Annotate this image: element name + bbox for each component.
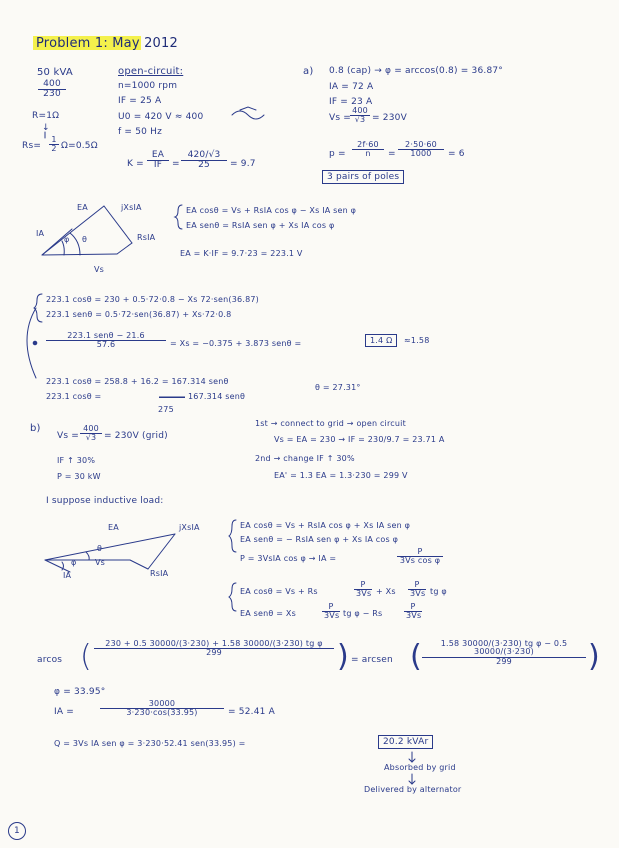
- arcsen-right-close: ): [588, 639, 600, 674]
- ind-eq4-pre: EA cosθ = Vs + Rs: [240, 587, 318, 596]
- arcos-left-den: 299: [206, 648, 222, 658]
- xs-approx: ≈1.58: [404, 336, 430, 345]
- phasor2-jxsia: jXsIA: [179, 523, 200, 532]
- part-b-step1: 1st → connect to grid → open circuit: [255, 419, 406, 428]
- part-b-if: IF ↑ 30%: [57, 456, 96, 465]
- spec-voltage: [38, 80, 66, 100]
- phasor2-ea: EA: [108, 523, 119, 532]
- arcos-eq: = arcsen: [351, 655, 393, 665]
- theta-result: θ = 27.31°: [315, 383, 361, 392]
- system-line3: = Xs = −0.375 + 3.873 senθ =: [170, 339, 302, 348]
- arcsen-left-paren: (: [410, 639, 422, 674]
- p-frac2-den: 1000: [410, 149, 432, 159]
- arcos-label: arcos: [37, 655, 63, 665]
- phasor1-rsia-line: [117, 243, 132, 254]
- ia-num: 30000: [100, 700, 224, 709]
- part-b-vs-den: √3: [85, 433, 97, 443]
- spec-rs-post: Ω=0.5Ω: [61, 141, 98, 151]
- ind-eq5-pre: EA senθ = Xs: [240, 609, 296, 618]
- ind-eq5-frac1: [322, 603, 340, 621]
- ind-eq4-frac1: [354, 581, 372, 599]
- k-frac2-den: 25: [198, 160, 210, 171]
- spec-rs-frac: [49, 136, 59, 154]
- system-frac: [46, 332, 166, 350]
- system-frac-num: 223.1 senθ − 21.6: [46, 332, 166, 341]
- phi-result: φ = 33.95°: [54, 687, 106, 697]
- system-line5-den: 275: [158, 405, 174, 414]
- arcsen-right-den: 299: [496, 656, 512, 666]
- spec-rs-num: 1: [49, 136, 59, 145]
- part-a-vs-pre: Vs =: [329, 113, 352, 123]
- spec-rs-den: 2: [51, 144, 57, 154]
- xs-result-box: 1.4 Ω: [365, 334, 397, 347]
- ind-eq4-post: tg φ: [430, 587, 447, 596]
- p-frac2: [398, 141, 444, 159]
- ind-eq5-frac2-num: P: [404, 603, 422, 612]
- part-b-vs-num: 400: [80, 425, 102, 434]
- ind-eq5-frac2-den: 3Vs: [406, 611, 422, 621]
- system-line5-post: 167.314 senθ: [188, 392, 246, 401]
- part-a-label: a): [303, 66, 314, 77]
- ind-eq3-num: P: [397, 548, 443, 557]
- waveform-sketch-icon: [232, 111, 264, 119]
- ia-result: = 52.41 A: [228, 707, 275, 717]
- k-frac1-den: IF: [153, 160, 163, 171]
- system-line5-pre: 223.1 cosθ =: [46, 392, 102, 401]
- phasor2-jxsia-line: [148, 534, 175, 569]
- part-a-vs-post: = 230V: [372, 113, 407, 123]
- system-line2: 223.1 senθ = 0.5·72·sen(36.87) + Xs·72·0.8: [46, 310, 232, 319]
- delivered-by-alternator: Delivered by alternator: [364, 785, 462, 794]
- system-line4: 223.1 cosθ = 258.8 + 16.2 = 167.314 senθ: [46, 377, 229, 386]
- phasor2-vs: Vs: [95, 558, 106, 567]
- q-equation: Q = 3Vs IA sen φ = 3·230·52.41 sen(33.95) =: [54, 739, 246, 748]
- spec-voltage-den: 230: [43, 89, 61, 100]
- phasor1-jxsia: jXsIA: [121, 203, 142, 212]
- k-frac1-num: EA: [147, 151, 169, 161]
- page-number-badge: 1: [8, 822, 26, 840]
- ind-eq4-frac1-den: 3Vs: [356, 589, 372, 599]
- phasor1-theta: θ: [82, 235, 88, 244]
- oc-field-current: IF = 25 A: [118, 96, 162, 106]
- arcsen-right-frac: [422, 640, 586, 666]
- phasor1-ea: EA: [77, 203, 88, 212]
- ind-eq4-frac1-num: P: [354, 581, 372, 590]
- eq1-brace: [175, 205, 182, 229]
- phasor2-phi: φ: [71, 558, 77, 567]
- k-equals: =: [172, 159, 180, 169]
- open-circuit-heading: open-circuit:: [118, 66, 184, 77]
- ind-eq4-frac2-den: 3Vs: [410, 589, 426, 599]
- p-frac1-den: n: [365, 149, 371, 159]
- k-frac2: [181, 151, 227, 171]
- arcsen-right-num: 1.58 30000/(3·230) tg φ − 0.5 30000/(3·230): [422, 640, 586, 658]
- ind-eq5-frac1-num: P: [322, 603, 340, 612]
- phasor2-theta-arc: [86, 552, 89, 560]
- inductive-heading: I suppose inductive load:: [46, 496, 164, 506]
- part-a-vs-frac: [350, 107, 370, 125]
- spec-voltage-num: 400: [38, 80, 66, 90]
- spec-r: R=1Ω: [32, 111, 60, 121]
- system-frac-den: 57.6: [96, 340, 116, 350]
- spec-rs-pre: Rs=: [22, 141, 42, 151]
- ind-eq3-pre: P = 3VsIA cos φ → IA =: [240, 554, 337, 563]
- inductive-brace-2: [229, 583, 236, 611]
- ea-calculation: EA = K·IF = 9.7·23 = 223.1 V: [180, 249, 303, 258]
- system-loop-arrow: [27, 308, 36, 378]
- phasor1-theta-arc: [70, 233, 80, 255]
- part-b-step1b: Vs = EA = 230 → IF = 230/9.7 = 23.71 A: [274, 435, 445, 444]
- down-arrow-icon: ↓: [42, 123, 50, 133]
- part-a-if: IF = 23 A: [329, 97, 373, 107]
- phasor2-ea-line: [45, 534, 175, 560]
- ind-eq5-frac2: [404, 603, 422, 621]
- ia-frac: [100, 700, 224, 718]
- ind-eq5-mid: tg φ − Rs: [343, 609, 383, 618]
- part-b-step2b: EA' = 1.3 EA = 1.3·230 = 299 V: [274, 471, 408, 480]
- k-result: = 9.7: [230, 159, 256, 169]
- crossed-out-scribble: [159, 393, 185, 402]
- part-b-label: b): [30, 423, 41, 434]
- oc-speed: n=1000 rpm: [118, 81, 178, 91]
- ind-eq1: EA cosθ = Vs + RsIA cos φ + Xs IA sen φ: [240, 521, 411, 530]
- oc-voltage: U0 = 420 V ≈ 400: [118, 112, 204, 122]
- eq1-line1: EA cosθ = Vs + RsIA cos φ − Xs IA sen φ: [186, 206, 357, 215]
- inductive-brace: [229, 520, 236, 552]
- system-bullet-icon: [33, 341, 37, 345]
- spec-power: 50 kVA: [37, 67, 73, 78]
- phasor1-ia: IA: [36, 229, 45, 238]
- part-b-vs-pre: Vs =: [57, 431, 80, 441]
- p-equals: =: [388, 149, 396, 159]
- ia-pre: IA =: [54, 707, 75, 717]
- p-frac1: [352, 141, 384, 159]
- arcos-left-num: 230 + 0.5 30000/(3·230) + 1.58 30000/(3·230) tg φ: [94, 640, 334, 649]
- phasor2-phi-arc: [62, 562, 64, 570]
- phasor2-rsia: RsIA: [150, 569, 169, 578]
- phasor1-vs: Vs: [94, 265, 105, 274]
- absorbed-by-grid: Absorbed by grid: [384, 763, 456, 772]
- poles-result-box: 3 pairs of poles: [322, 170, 404, 184]
- down-arrow-delivered-head-icon: [409, 781, 415, 784]
- phasor1-vs-line: [42, 254, 117, 255]
- part-a-vs-num: 400: [350, 107, 370, 116]
- part-a-pf: 0.8 (cap) → φ = arccos(0.8) = 36.87°: [329, 66, 504, 76]
- eq1-line2: EA senθ = RsIA sen φ + Xs IA cos φ: [186, 221, 335, 230]
- ind-eq4-frac2-num: P: [408, 581, 426, 590]
- q-result-box: 20.2 kVAr: [378, 735, 433, 749]
- phasor1-rsia: RsIA: [137, 233, 156, 242]
- system-brace: [34, 294, 42, 322]
- oc-frequency: f = 50 Hz: [118, 127, 163, 137]
- phasor2-ia: IA: [63, 571, 72, 580]
- part-b-power: P = 30 kW: [57, 472, 101, 481]
- p-frac1-num: 2f·60: [352, 141, 384, 150]
- phasor1-phi: φ: [64, 235, 70, 244]
- part-b-vs-post: = 230V (grid): [104, 431, 168, 441]
- phasor2-rsia-line: [130, 560, 148, 569]
- ind-eq2: EA senθ = − RsIA sen φ + Xs IA cos φ: [240, 535, 399, 544]
- k-frac1: [147, 151, 169, 171]
- down-arrow-absorbed-head-icon: [409, 759, 415, 762]
- system-line1: 223.1 cosθ = 230 + 0.5·72·0.8 − Xs 72·sen(36.87): [46, 295, 259, 304]
- phasor2-theta: θ: [97, 544, 103, 553]
- ind-eq5-frac1-den: 3Vs: [324, 611, 340, 621]
- part-a-vs-den: √3: [354, 115, 366, 125]
- ind-eq4-frac2: [408, 581, 426, 599]
- part-b-step2: 2nd → change IF ↑ 30%: [255, 454, 355, 463]
- arcos-left-paren: (: [80, 639, 92, 674]
- ia-den: 3·230·cos(33.95): [126, 708, 198, 718]
- part-a-ia: IA = 72 A: [329, 82, 374, 92]
- k-pre: K =: [127, 159, 144, 169]
- phasor1-ea-line: [42, 203, 104, 255]
- waveform-sketch-top-icon: [240, 107, 256, 110]
- arcos-left-frac: [94, 640, 334, 658]
- ind-eq4-mid: + Xs: [376, 587, 396, 596]
- p-frac2-num: 2·50·60: [398, 141, 444, 150]
- k-frac2-num: 420/√3: [181, 151, 227, 161]
- part-b-vs-frac: [80, 425, 102, 443]
- p-result: = 6: [448, 149, 465, 159]
- arcos-left-close: ): [337, 639, 349, 674]
- page-title: Problem 1: May 2012: [36, 36, 178, 51]
- ind-eq3-den: 3Vs cos φ: [399, 556, 441, 566]
- ind-eq3-frac: [397, 548, 443, 566]
- p-pre: p =: [329, 149, 346, 159]
